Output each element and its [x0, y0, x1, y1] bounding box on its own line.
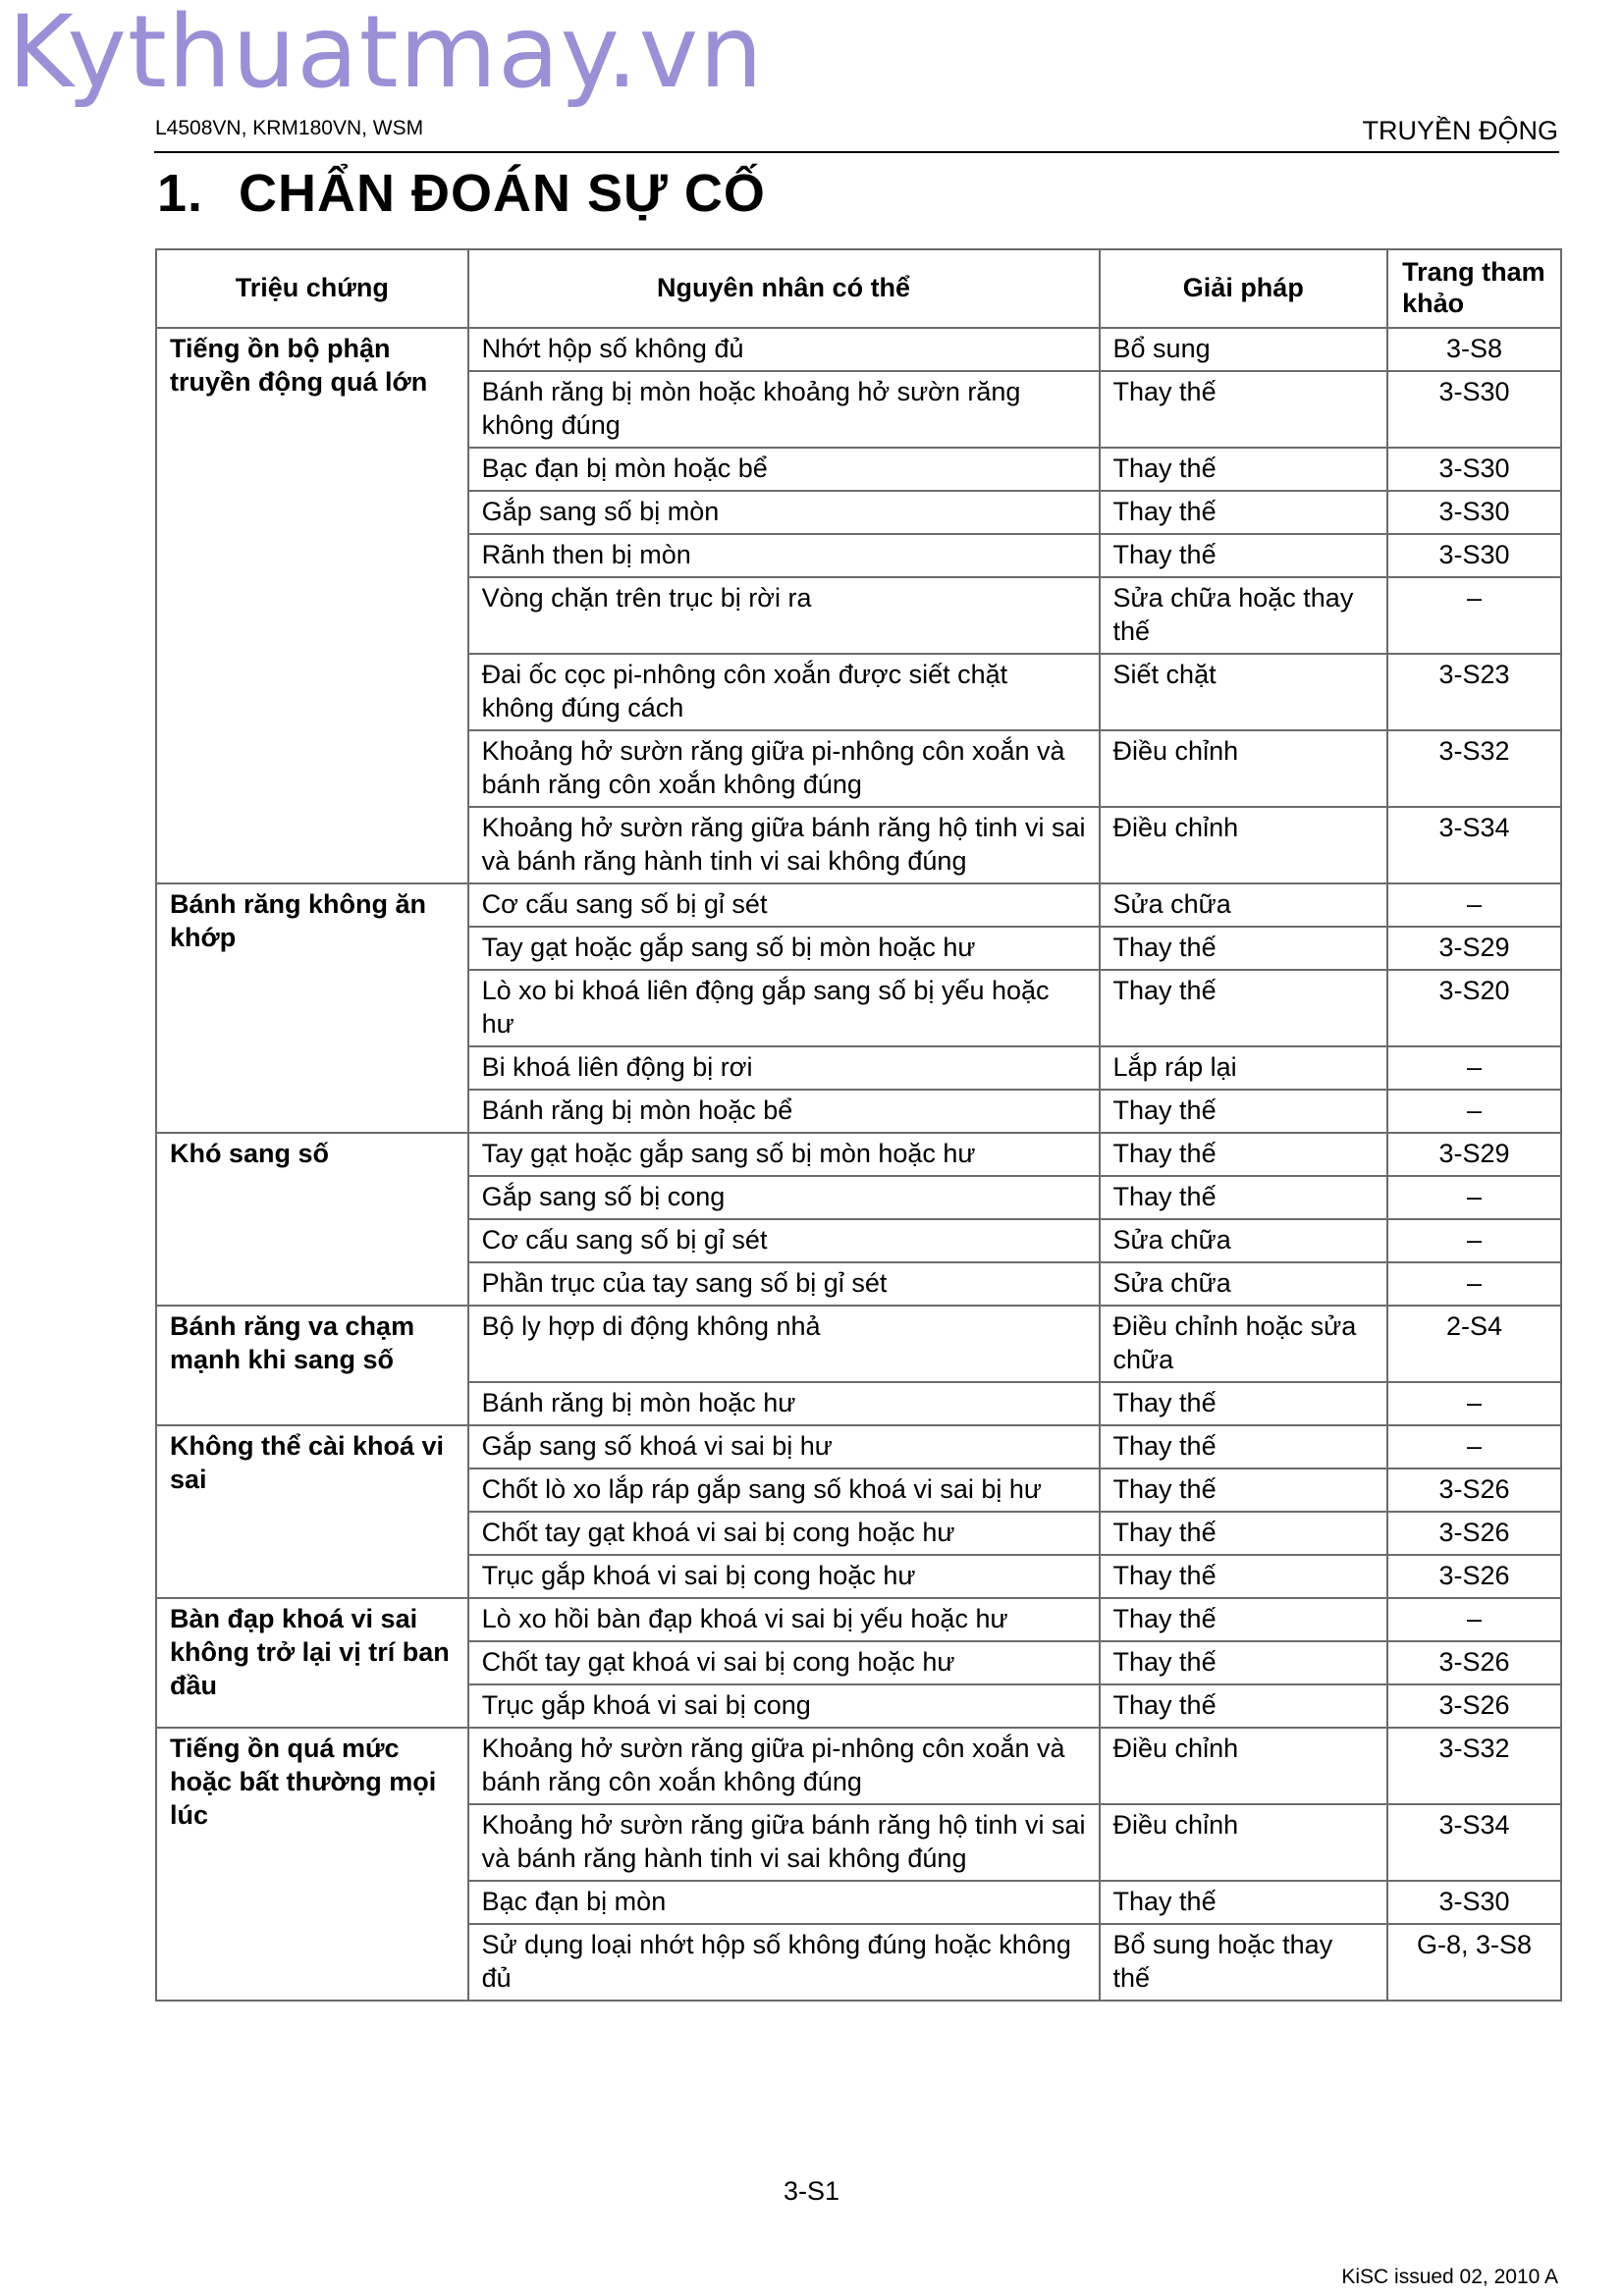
reference-cell: 3-S26 — [1387, 1555, 1561, 1598]
cause-cell: Khoảng hở sườn răng giữa pi-nhông côn xoắn và bánh răng côn xoắn không đúng — [468, 1728, 1100, 1804]
solution-cell: Sửa chữa hoặc thay thế — [1100, 577, 1388, 654]
solution-cell: Thay thế — [1100, 1176, 1388, 1219]
symptom-cell: Bánh răng không ăn khớp — [156, 883, 468, 1133]
reference-cell: 3-S34 — [1387, 807, 1561, 883]
symptom-cell: Bánh răng va chạm mạnh khi sang số — [156, 1306, 468, 1425]
cause-cell: Trục gắp khoá vi sai bị cong — [468, 1684, 1100, 1728]
solution-cell: Thay thế — [1100, 1641, 1388, 1684]
table-row — [156, 1728, 1561, 1804]
reference-cell: – — [1387, 1090, 1561, 1133]
header-cause: Nguyên nhân có thể — [468, 249, 1100, 328]
reference-cell: 3-S26 — [1387, 1684, 1561, 1728]
reference-cell: – — [1387, 1598, 1561, 1641]
solution-cell: Siết chặt — [1100, 654, 1388, 730]
reference-cell: 3-S26 — [1387, 1641, 1561, 1684]
solution-cell: Điều chỉnh hoặc sửa chữa — [1100, 1306, 1388, 1382]
solution-cell: Thay thế — [1100, 1468, 1388, 1512]
reference-cell: 3-S30 — [1387, 371, 1561, 448]
reference-cell: 3-S26 — [1387, 1512, 1561, 1555]
reference-cell: 3-S32 — [1387, 730, 1561, 807]
page-title — [157, 163, 766, 224]
reference-cell: 3-S23 — [1387, 654, 1561, 730]
cause-cell: Trục gắp khoá vi sai bị cong hoặc hư — [468, 1555, 1100, 1598]
reference-cell: 3-S29 — [1387, 1133, 1561, 1176]
solution-cell: Thay thế — [1100, 970, 1388, 1046]
cause-cell: Phần trục của tay sang số bị gỉ sét — [468, 1262, 1100, 1306]
header-solution: Giải pháp — [1100, 249, 1388, 328]
solution-cell: Thay thế — [1100, 448, 1388, 491]
solution-cell: Bổ sung hoặc thay thế — [1100, 1924, 1388, 2001]
solution-cell: Điều chỉnh — [1100, 807, 1388, 883]
cause-cell: Chốt lò xo lắp ráp gắp sang số khoá vi sai bị hư — [468, 1468, 1100, 1512]
cause-cell: Sử dụng loại nhớt hộp số không đúng hoặc không đủ — [468, 1924, 1100, 2001]
symptom-cell: Không thể cài khoá vi sai — [156, 1425, 468, 1598]
table-row — [156, 883, 1561, 927]
reference-cell: 3-S20 — [1387, 970, 1561, 1046]
reference-cell: 3-S30 — [1387, 534, 1561, 577]
title-number: 1. — [157, 164, 204, 223]
table-row — [156, 1425, 1561, 1468]
cause-cell: Bánh răng bị mòn hoặc hư — [468, 1382, 1100, 1425]
solution-cell: Thay thế — [1100, 371, 1388, 448]
solution-cell: Lắp ráp lại — [1100, 1046, 1388, 1090]
reference-cell: 3-S34 — [1387, 1804, 1561, 1881]
reference-cell: – — [1387, 577, 1561, 654]
reference-cell: – — [1387, 1219, 1561, 1262]
troubleshooting-table — [155, 248, 1562, 2002]
watermark-logo: Kythuatmay.vn — [8, 0, 764, 111]
symptom-cell: Bàn đạp khoá vi sai không trở lại vị trí ban đầu — [156, 1598, 468, 1728]
reference-cell: 3-S30 — [1387, 491, 1561, 534]
cause-cell: Chốt tay gạt khoá vi sai bị cong hoặc hư — [468, 1641, 1100, 1684]
title-text: CHẨN ĐOÁN SỰ CỐ — [239, 164, 766, 223]
cause-cell: Cơ cấu sang số bị gỉ sét — [468, 1219, 1100, 1262]
solution-cell: Thay thế — [1100, 1090, 1388, 1133]
solution-cell: Sửa chữa — [1100, 883, 1388, 927]
table-row — [156, 1598, 1561, 1641]
reference-cell: 3-S30 — [1387, 1881, 1561, 1924]
reference-cell: – — [1387, 1046, 1561, 1090]
cause-cell: Khoảng hở sườn răng giữa pi-nhông côn xoắn và bánh răng côn xoắn không đúng — [468, 730, 1100, 807]
cause-cell: Bộ ly hợp di động không nhả — [468, 1306, 1100, 1382]
reference-cell: 3-S26 — [1387, 1468, 1561, 1512]
cause-cell: Cơ cấu sang số bị gỉ sét — [468, 883, 1100, 927]
symptom-cell: Tiếng ồn bộ phận truyền động quá lớn — [156, 328, 468, 883]
cause-cell: Đai ốc cọc pi-nhông côn xoắn được siết chặt không đúng cách — [468, 654, 1100, 730]
reference-cell: 2-S4 — [1387, 1306, 1561, 1382]
solution-cell: Sửa chữa — [1100, 1219, 1388, 1262]
table-row — [156, 328, 1561, 371]
symptom-cell: Khó sang số — [156, 1133, 468, 1306]
table-row — [156, 1133, 1561, 1176]
cause-cell: Chốt tay gạt khoá vi sai bị cong hoặc hư — [468, 1512, 1100, 1555]
header-divider — [154, 151, 1559, 153]
cause-cell: Gắp sang số bị mòn — [468, 491, 1100, 534]
cause-cell: Bạc đạn bị mòn hoặc bể — [468, 448, 1100, 491]
page-number: 3-S1 — [783, 2176, 840, 2206]
solution-cell: Thay thế — [1100, 1555, 1388, 1598]
cause-cell: Lò xo hồi bàn đạp khoá vi sai bị yếu hoặc hư — [468, 1598, 1100, 1641]
cause-cell: Tay gạt hoặc gắp sang số bị mòn hoặc hư — [468, 927, 1100, 970]
solution-cell: Thay thế — [1100, 1425, 1388, 1468]
cause-cell: Rãnh then bị mòn — [468, 534, 1100, 577]
reference-cell: 3-S8 — [1387, 328, 1561, 371]
solution-cell: Điều chỉnh — [1100, 1728, 1388, 1804]
table-body — [156, 328, 1561, 2001]
solution-cell: Thay thế — [1100, 491, 1388, 534]
reference-cell: G-8, 3-S8 — [1387, 1924, 1561, 2001]
issued-note: KiSC issued 02, 2010 A — [1341, 2266, 1558, 2288]
reference-cell: – — [1387, 883, 1561, 927]
cause-cell: Khoảng hở sườn răng giữa bánh răng hộ tinh vi sai và bánh răng hành tinh vi sai không đúng — [468, 1804, 1100, 1881]
solution-cell: Thay thế — [1100, 1881, 1388, 1924]
cause-cell: Vòng chặn trên trục bị rời ra — [468, 577, 1100, 654]
solution-cell: Thay thế — [1100, 1598, 1388, 1641]
reference-cell: 3-S32 — [1387, 1728, 1561, 1804]
header-symptom: Triệu chứng — [156, 249, 468, 328]
solution-cell: Điều chỉnh — [1100, 730, 1388, 807]
table-row — [156, 1306, 1561, 1382]
cause-cell: Khoảng hở sườn răng giữa bánh răng hộ tinh vi sai và bánh răng hành tinh vi sai không đúng — [468, 807, 1100, 883]
solution-cell: Thay thế — [1100, 1382, 1388, 1425]
solution-cell: Bổ sung — [1100, 328, 1388, 371]
cause-cell: Tay gạt hoặc gắp sang số bị mòn hoặc hư — [468, 1133, 1100, 1176]
solution-cell: Thay thế — [1100, 534, 1388, 577]
reference-cell: – — [1387, 1382, 1561, 1425]
header-models: L4508VN, KRM180VN, WSM — [155, 117, 424, 139]
reference-cell: 3-S29 — [1387, 927, 1561, 970]
solution-cell: Thay thế — [1100, 927, 1388, 970]
cause-cell: Bạc đạn bị mòn — [468, 1881, 1100, 1924]
cause-cell: Bi khoá liên động bị rơi — [468, 1046, 1100, 1090]
cause-cell: Gắp sang số bị cong — [468, 1176, 1100, 1219]
solution-cell: Thay thế — [1100, 1133, 1388, 1176]
cause-cell: Nhớt hộp số không đủ — [468, 328, 1100, 371]
header-reference: Trang tham khảo — [1387, 249, 1561, 328]
cause-cell: Bánh răng bị mòn hoặc bể — [468, 1090, 1100, 1133]
solution-cell: Điều chỉnh — [1100, 1804, 1388, 1881]
solution-cell: Sửa chữa — [1100, 1262, 1388, 1306]
cause-cell: Gắp sang số khoá vi sai bị hư — [468, 1425, 1100, 1468]
reference-cell: – — [1387, 1425, 1561, 1468]
reference-cell: 3-S30 — [1387, 448, 1561, 491]
solution-cell: Thay thế — [1100, 1512, 1388, 1555]
table-header-row — [156, 249, 1561, 328]
header-section: TRUYỀN ĐỘNG — [1362, 116, 1558, 145]
reference-cell: – — [1387, 1262, 1561, 1306]
cause-cell: Bánh răng bị mòn hoặc khoảng hở sườn răng không đúng — [468, 371, 1100, 448]
reference-cell: – — [1387, 1176, 1561, 1219]
symptom-cell: Tiếng ồn quá mức hoặc bất thường mọi lúc — [156, 1728, 468, 2001]
cause-cell: Lò xo bi khoá liên động gắp sang số bị yếu hoặc hư — [468, 970, 1100, 1046]
solution-cell: Thay thế — [1100, 1684, 1388, 1728]
